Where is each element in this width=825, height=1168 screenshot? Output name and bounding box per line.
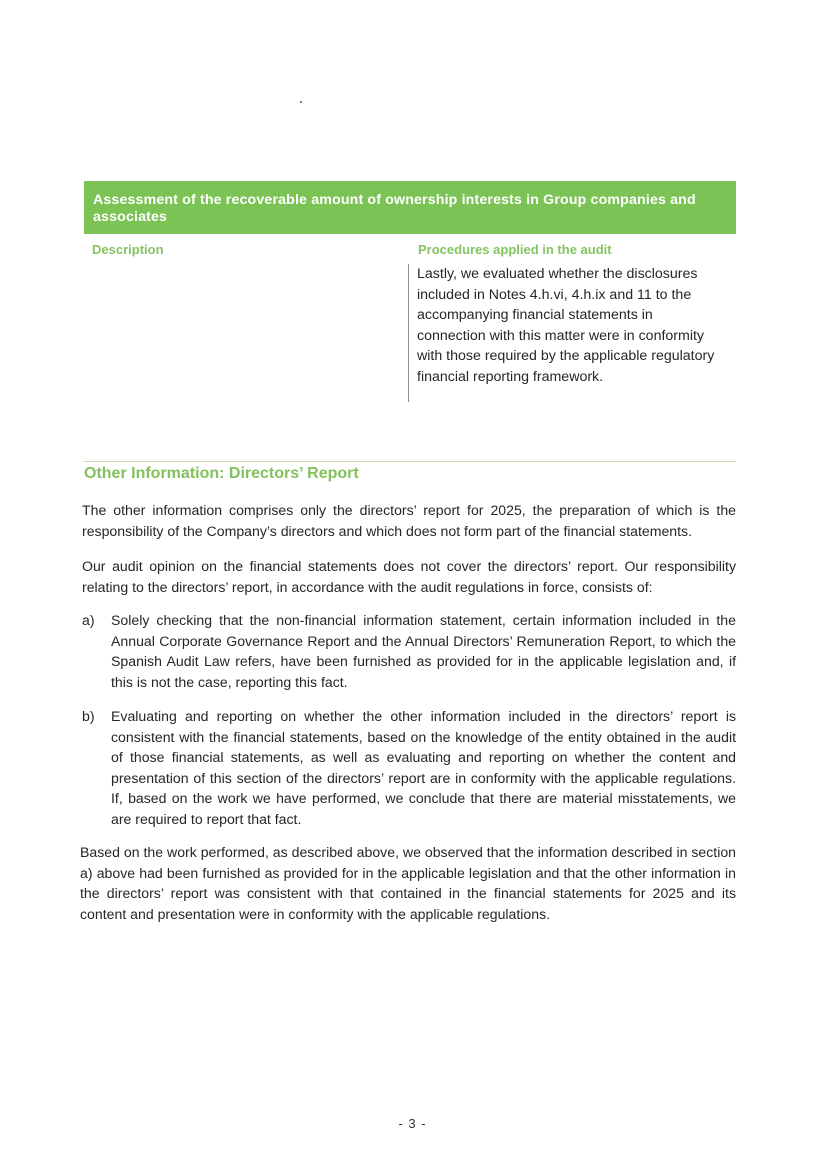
paragraph-scope: The other information comprises only the directors’ report for 2025, the preparation of which is the responsibility of the Company’s directors and which does not form part of the financial statements. <box>82 502 736 539</box>
scan-speck <box>300 101 302 103</box>
procedures-column-label: Procedures applied in the audit <box>418 242 612 257</box>
list-item-text: Evaluating and reporting on whether the other information included in the directors’ report is consistent with the financial statements, based on the knowledge of the entity obtained in the audit of those financial statements, as well as evaluating and reporting on whether the content and presentation of this section of the directors’ report are in conformity with the applicable regulations. If, based on the work we have performed, we conclude that there are material misstatements, we are required to report that fact. <box>111 708 736 827</box>
list-item-text: Solely checking that the non-financial information statement, certain information included in the Annual Corporate Governance Report and the Annual Directors’ Remuneration Report, to which the Spanish Audit Law refers, have been furnished as provided for in the applicable legislation and, if this is not the case, reporting this fact. <box>111 612 736 690</box>
list-marker: a) <box>82 612 95 628</box>
paragraph-responsibility: Our audit opinion on the financial statements does not cover the directors’ report. Our responsibility relating to the directors’ report, in accordance with the audit regulations in force, consists of: <box>82 558 736 595</box>
procedures-text: Lastly, we evaluated whether the disclosures included in Notes 4.h.vi, 4.h.ix and 11 to the accompanying financial statements in connection with this matter were in conformity with those required by the applicable regulatory financial reporting framework. <box>408 264 717 402</box>
kam-table-header: Assessment of the recoverable amount of ownership interests in Group companies and associates <box>84 181 736 234</box>
list-marker: b) <box>82 708 95 724</box>
page-number: - 3 - <box>398 1116 427 1131</box>
kam-table-columns <box>84 234 736 434</box>
paragraph-conclusion: Based on the work performed, as described above, we observed that the information described in section a) above had been furnished as provided for in the applicable legislation and that the other information in the directors’ report was consistent with that contained in the financial statements for 2025 and its content and presentation were in conformity with the applicable regulations. <box>80 844 736 922</box>
description-column-label: Description <box>92 242 164 257</box>
list-item <box>82 610 736 692</box>
key-audit-matter-table <box>84 181 736 434</box>
list-item <box>82 706 736 829</box>
section-title: Other Information: Directors’ Report <box>84 461 736 483</box>
